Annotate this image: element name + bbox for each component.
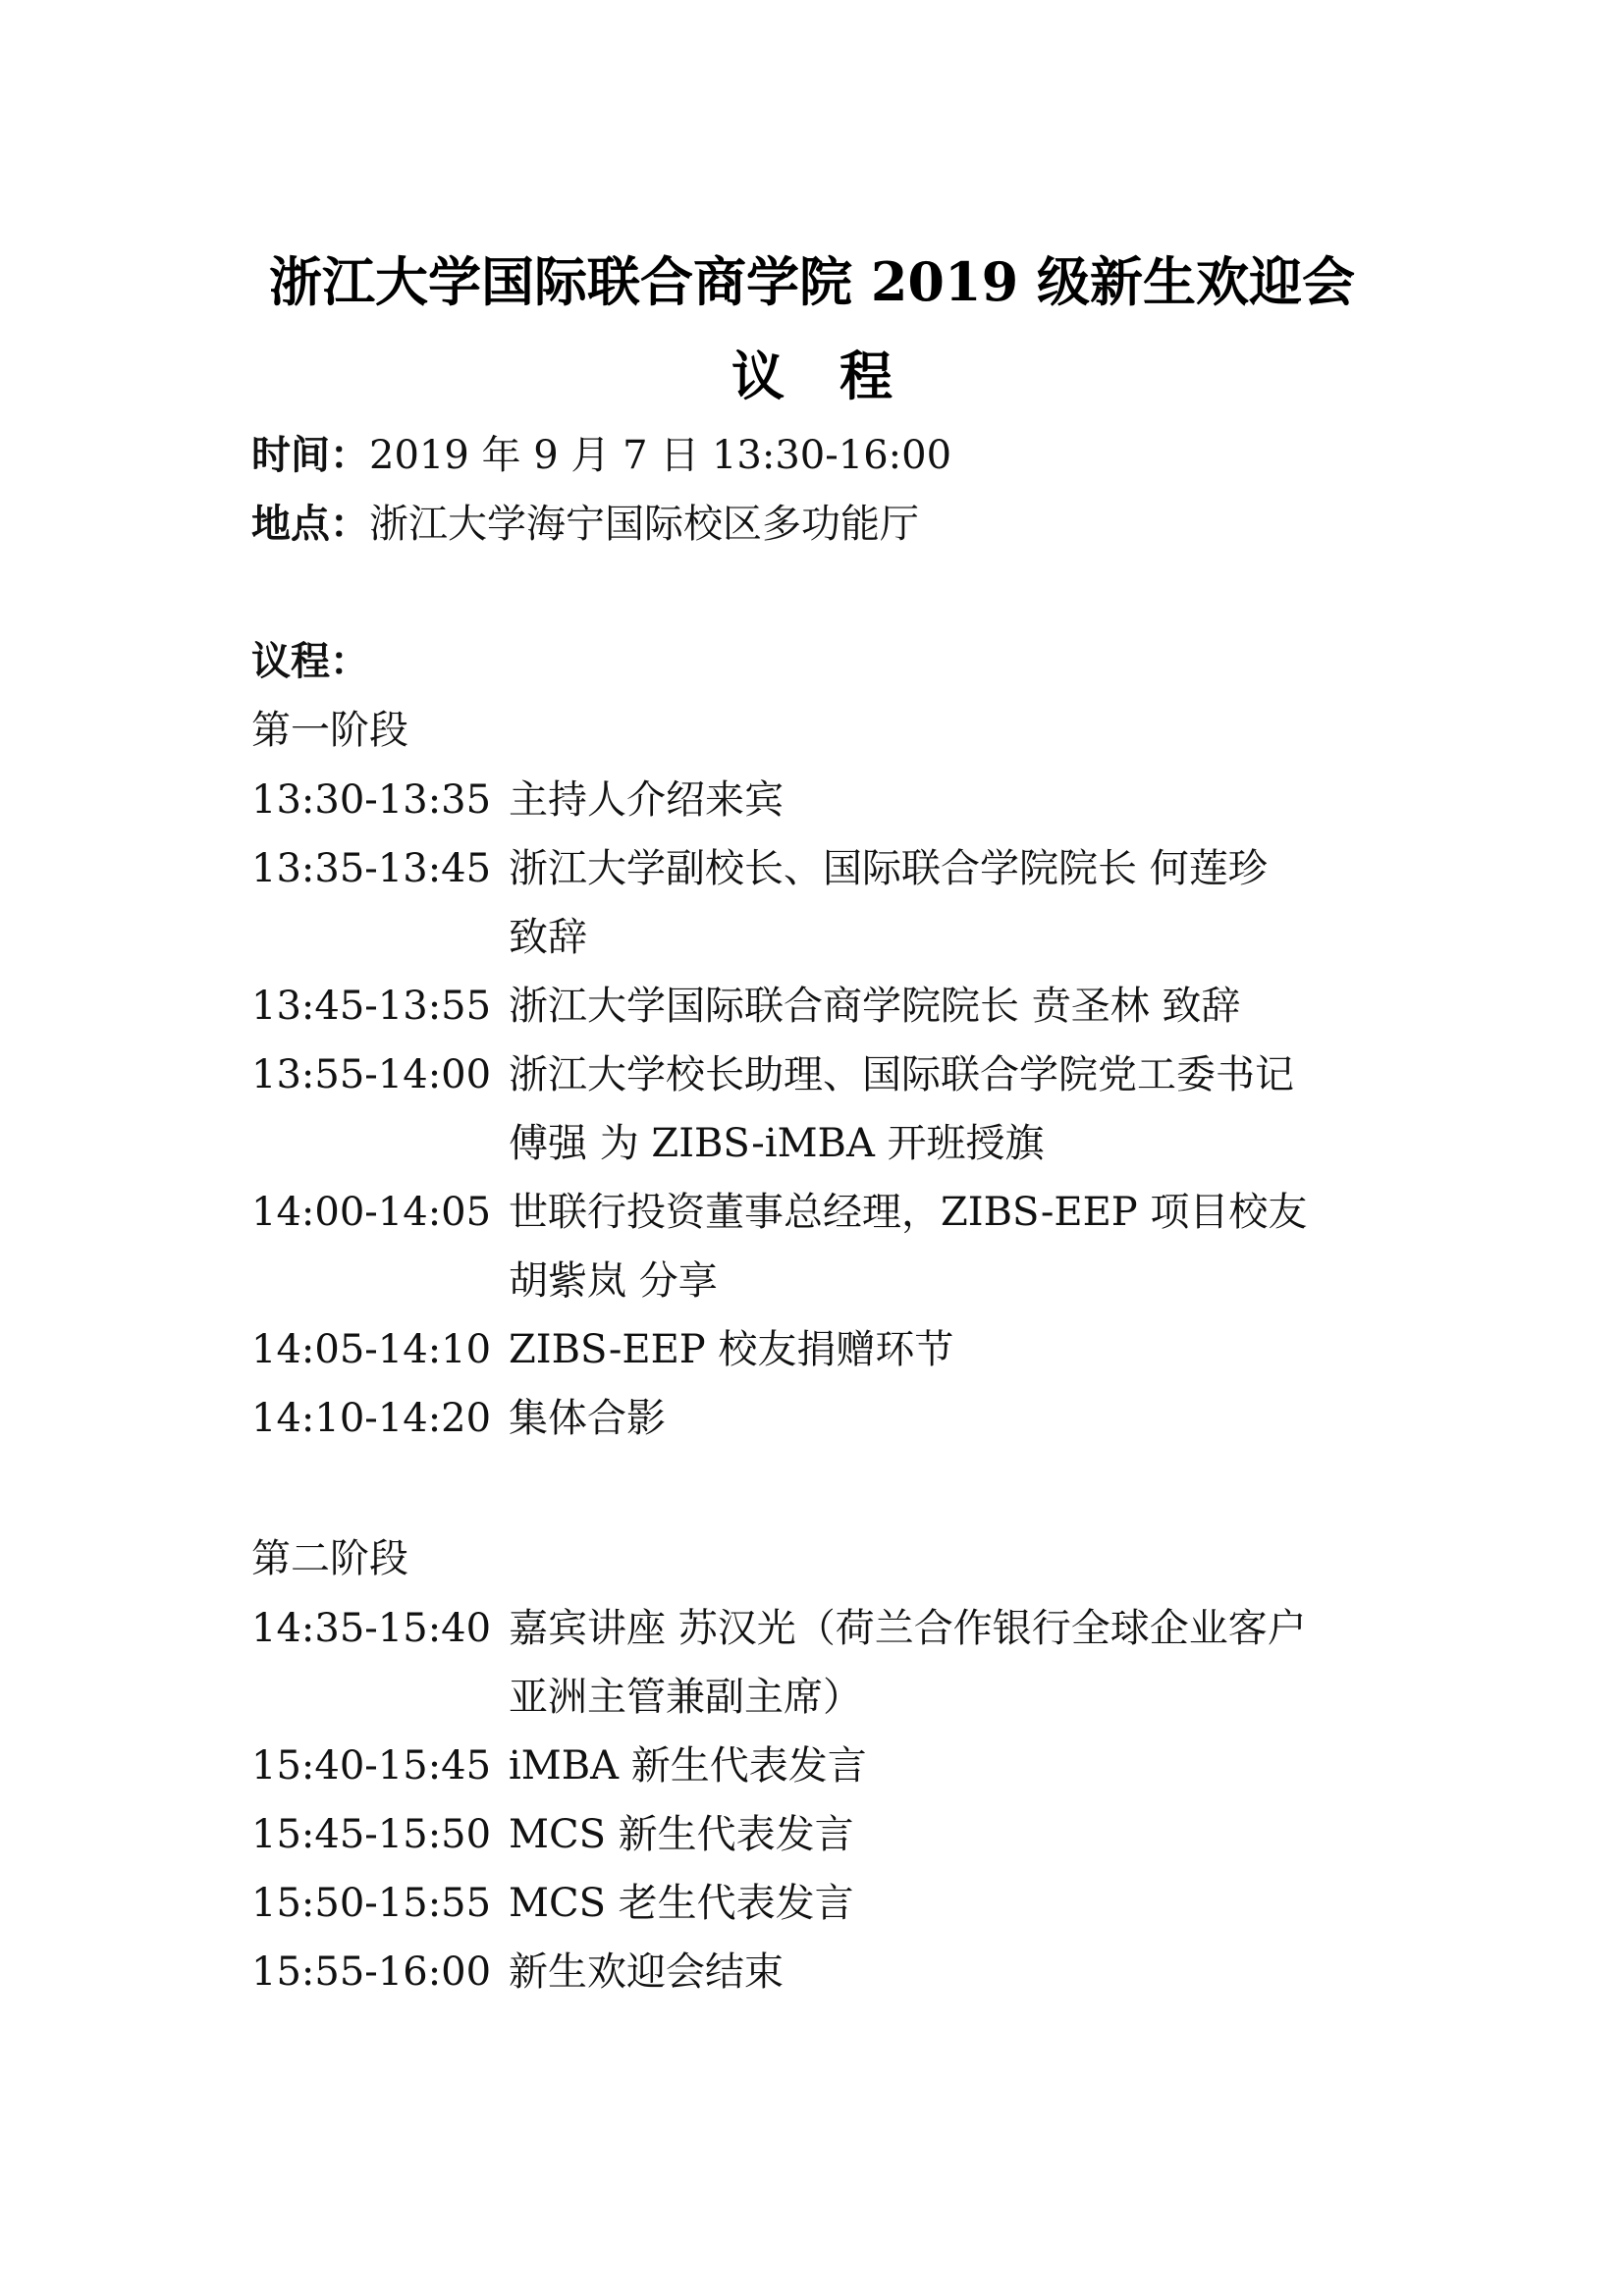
agenda-time: 13:45-13:55	[251, 984, 492, 1029]
agenda-time: 15:55-16:00	[251, 1949, 492, 1995]
agenda-row	[251, 1041, 1410, 1178]
agenda-desc: 浙江大学副校长、国际联合学院院长 何莲珍 致辞	[509, 846, 1268, 960]
agenda-heading: 议程：	[251, 638, 369, 684]
agenda-desc: MCS 老生代表发言	[509, 1881, 854, 1926]
agenda-row	[251, 1869, 1410, 1938]
agenda-desc: iMBA 新生代表发言	[509, 1743, 867, 1789]
agenda-time: 15:45-15:50	[251, 1812, 492, 1857]
agenda-desc: 嘉宾讲座 苏汉光（荷兰合作银行全球企业客户 亚洲主管兼副主席）	[509, 1606, 1307, 1720]
agenda-row	[251, 1732, 1410, 1800]
agenda-time: 14:00-14:05	[251, 1190, 492, 1235]
agenda-time: 13:35-13:45	[251, 846, 492, 891]
agenda-desc: 浙江大学国际联合商学院院长 贲圣林 致辞	[509, 984, 1241, 1029]
agenda-time: 13:30-13:35	[251, 777, 492, 823]
stage-1-label: 第一阶段	[251, 708, 408, 753]
agenda-row	[251, 1384, 1410, 1453]
agenda-row	[251, 972, 1410, 1041]
agenda-desc: 世联行投资董事总经理，ZIBS-EEP 项目校友 胡紫岚 分享	[509, 1190, 1308, 1304]
agenda-row	[251, 1800, 1410, 1869]
event-time-label: 时间：	[251, 432, 369, 478]
agenda-time: 14:35-15:40	[251, 1606, 492, 1651]
agenda-desc: 新生欢迎会结束	[509, 1949, 784, 1995]
event-time	[251, 428, 951, 483]
event-place-label: 地点：	[251, 501, 369, 547]
agenda-desc: 集体合影	[509, 1396, 666, 1441]
agenda-time: 14:10-14:20	[251, 1396, 492, 1441]
event-place-value: 浙江大学海宁国际校区多功能厅	[369, 502, 919, 547]
agenda-row	[251, 1315, 1410, 1384]
agenda-row	[251, 766, 1410, 834]
agenda-desc: 主持人介绍来宾	[509, 777, 784, 823]
agenda-desc: 浙江大学校长助理、国际联合学院党工委书记 傅强 为 ZIBS-iMBA 开班授旗	[509, 1052, 1294, 1166]
agenda-desc: MCS 新生代表发言	[509, 1812, 854, 1857]
agenda-row	[251, 1594, 1410, 1732]
agenda-row	[251, 834, 1410, 972]
stage-1-list	[251, 766, 1410, 1453]
stage-2-label: 第二阶段	[251, 1536, 408, 1581]
agenda-time: 15:50-15:55	[251, 1881, 492, 1926]
agenda-time: 15:40-15:45	[251, 1743, 492, 1789]
page-subtitle: 议程	[731, 345, 947, 407]
event-place	[251, 497, 919, 552]
agenda-row	[251, 1938, 1410, 2006]
stage-2-list	[251, 1594, 1410, 2006]
agenda-desc: ZIBS-EEP 校友捐赠环节	[509, 1327, 954, 1372]
agenda-row	[251, 1178, 1410, 1315]
agenda-time: 14:05-14:10	[251, 1327, 492, 1372]
page-title: 浙江大学国际联合商学院 2019 级新生欢迎会	[269, 250, 1355, 313]
event-time-value: 2019 年 9 月 7 日 13:30-16:00	[369, 433, 952, 478]
agenda-time: 13:55-14:00	[251, 1052, 492, 1097]
